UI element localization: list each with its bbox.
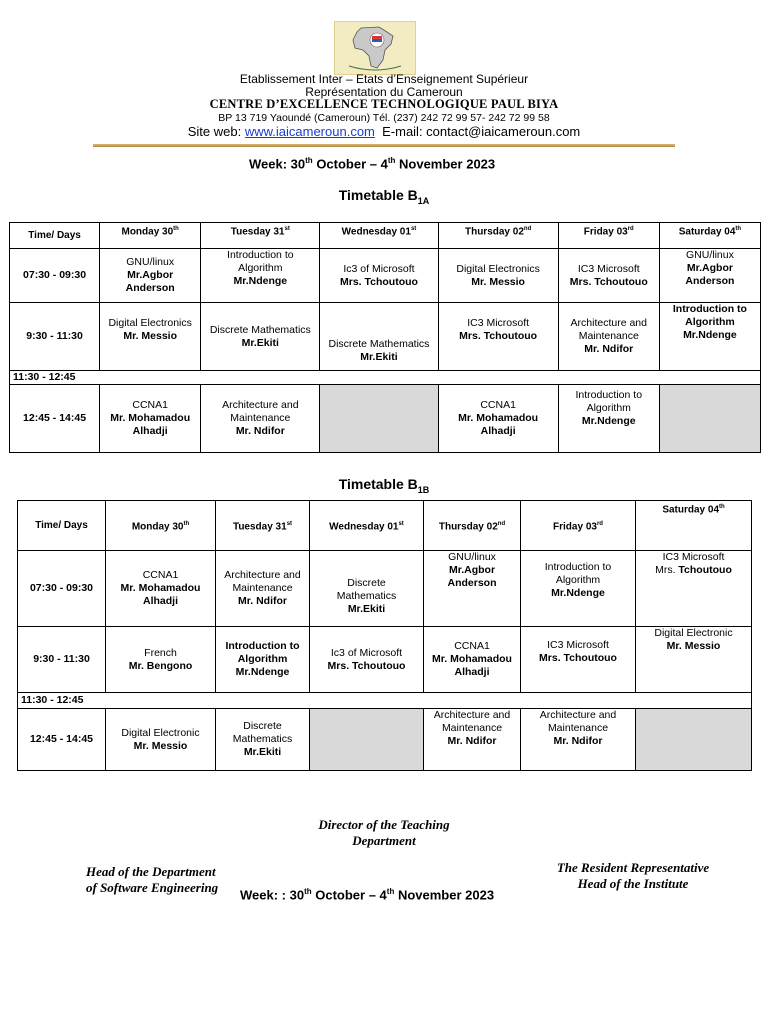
institute-logo	[334, 21, 416, 75]
class-cell: CCNA1 Mr. Mohamadou Alhadji	[106, 551, 216, 627]
header-thursday: Thursday 02nd	[438, 223, 558, 249]
header-time-days: Time/ Days	[18, 501, 106, 551]
table-header-row	[18, 501, 752, 551]
break-empty	[106, 693, 216, 709]
class-cell: Discrete Mathematics Mr.Ekiti	[216, 709, 310, 771]
table-row	[18, 709, 752, 771]
week-sup: th	[386, 887, 395, 896]
site-link[interactable]: www.iaicameroun.com	[244, 124, 375, 139]
class-cell: Digital Electronics Mr. Messio	[438, 249, 558, 303]
header-saturday: Saturday 04th	[636, 501, 752, 551]
header-monday: Monday 30th	[100, 223, 201, 249]
class-cell: Digital Electronics Mr. Messio	[100, 303, 201, 371]
institution-name: Etablissement Inter – Etats d’Enseignement Supérieur	[239, 72, 529, 86]
time-slot: 9:30 - 11:30	[10, 303, 100, 371]
header-monday: Monday 30th	[106, 501, 216, 551]
class-cell: IC3 Microsoft Mrs. Tchoutouo	[521, 627, 636, 693]
week-sup: th	[304, 887, 312, 896]
table-row	[18, 551, 752, 627]
empty-cell	[320, 385, 438, 453]
table-header-row	[10, 223, 761, 249]
week-suffix: November 2023	[394, 887, 495, 903]
week-line-bottom	[240, 887, 494, 902]
class-cell: GNU/linux Mr.Agbor Anderson	[659, 249, 760, 303]
class-cell: IC3 Microsoft Mrs. Tchoutouo	[438, 303, 558, 371]
time-slot: 12:45 - 14:45	[10, 385, 100, 453]
centre-name: CENTRE D’EXCELLENCE TECHNOLOGIQUE PAUL BIYA	[209, 97, 559, 111]
class-cell: Digital Electronic Mr. Messio	[106, 709, 216, 771]
empty-cell	[659, 385, 760, 453]
week-middle: October – 4	[311, 887, 387, 903]
class-cell: Architecture and Maintenance Mr. Ndifor	[201, 385, 320, 453]
table-row	[18, 627, 752, 693]
week-prefix: Week: : 30	[240, 887, 305, 903]
institution-representation: Représentation du Cameroun	[305, 85, 463, 99]
week-line	[249, 156, 495, 171]
week-middle: October – 4	[312, 156, 388, 172]
timetable-b	[17, 500, 752, 771]
resident-line-2: Head of the Institute	[577, 876, 689, 891]
class-cell: Ic3 of Microsoft Mrs. Tchoutouo	[320, 249, 438, 303]
week-sup: th	[305, 156, 313, 165]
class-cell: Introduction to Algorithm Mr.Ndenge	[659, 303, 760, 371]
class-cell: Ic3 of Microsoft Mrs. Tchoutouo	[310, 627, 424, 693]
break-time: 11:30 - 12:45	[10, 371, 100, 385]
class-cell: Discrete Mathematics Mr.Ekiti	[201, 303, 320, 371]
timetable-title-sub: 1B	[417, 484, 430, 495]
class-cell: IC3 Microsoft Mrs. Tchoutouo	[558, 249, 659, 303]
time-slot: 12:45 - 14:45	[18, 709, 106, 771]
time-slot: 07:30 - 09:30	[10, 249, 100, 303]
week-suffix: November 2023	[395, 156, 496, 172]
class-cell: Discrete Mathematics Mr.Ekiti	[320, 303, 438, 371]
class-cell: Architecture and Maintenance Mr. Ndifor	[216, 551, 310, 627]
director-line-1: Director of the Teaching	[318, 817, 450, 832]
header-friday: Friday 03rd	[558, 223, 659, 249]
timetable-title-text: Timetable B	[338, 476, 418, 492]
contact-line	[0, 124, 768, 139]
week-sup: th	[387, 156, 396, 165]
class-cell: Discrete Mathematics Mr.Ekiti	[310, 551, 424, 627]
resident-representative-signature	[548, 860, 718, 892]
site-label: Site web:	[187, 124, 245, 139]
timetable-a	[9, 222, 761, 453]
head-department-signature	[86, 864, 218, 896]
time-slot: 07:30 - 09:30	[18, 551, 106, 627]
class-cell: Introduction to Algorithm Mr.Ndenge	[201, 249, 320, 303]
timetable-b-title	[0, 476, 768, 495]
header-divider	[93, 144, 675, 147]
class-cell: CCNA1 Mr. Mohamadou Alhadji	[100, 385, 201, 453]
institution-address: BP 13 719 Yaoundé (Cameroun) Tél. (237) 242 72 99 57- 242 72 99 58	[218, 112, 550, 124]
break-empty	[100, 371, 761, 385]
director-signature	[0, 817, 768, 849]
resident-line-1: The Resident Representative	[556, 860, 710, 875]
week-prefix: Week: 30	[249, 156, 306, 172]
email-text: E-mail: contact@iaicameroun.com	[382, 124, 581, 139]
timetable-a-title	[0, 187, 768, 206]
head-dept-line-1: Head of the Department	[86, 864, 216, 879]
timetable-title-sub: 1A	[417, 195, 430, 206]
break-row	[18, 693, 752, 709]
class-cell: IC3 Microsoft Mrs. Tchoutouo	[636, 551, 752, 627]
class-cell: Architecture and Maintenance Mr. Ndifor	[558, 303, 659, 371]
class-cell: Introduction to Algorithm Mr.Ndenge	[558, 385, 659, 453]
break-empty	[216, 693, 752, 709]
head-dept-line-2: of Software Engineering	[86, 880, 219, 895]
header-tuesday: Tuesday 31st	[216, 501, 310, 551]
director-line-2: Department	[352, 833, 416, 848]
timetable-title-text: Timetable B	[338, 187, 418, 203]
header-time-days: Time/ Days	[10, 223, 100, 249]
table-row	[10, 303, 761, 371]
break-row	[10, 371, 761, 385]
break-time: 11:30 - 12:45	[18, 693, 106, 709]
header-thursday: Thursday 02nd	[424, 501, 521, 551]
class-cell: Architecture and Maintenance Mr. Ndifor	[521, 709, 636, 771]
header-wednesday: Wednesday 01st	[320, 223, 438, 249]
empty-cell	[636, 709, 752, 771]
table-row	[10, 385, 761, 453]
class-cell: Introduction to Algorithm Mr.Ndenge	[521, 551, 636, 627]
header-wednesday: Wednesday 01st	[310, 501, 424, 551]
class-cell: CCNA1 Mr. Mohamadou Alhadji	[424, 627, 521, 693]
class-cell: Digital Electronic Mr. Messio	[636, 627, 752, 693]
class-cell: French Mr. Bengono	[106, 627, 216, 693]
empty-cell	[310, 709, 424, 771]
class-cell: CCNA1 Mr. Mohamadou Alhadji	[438, 385, 558, 453]
class-cell: Architecture and Maintenance Mr. Ndifor	[424, 709, 521, 771]
table-row	[10, 249, 761, 303]
header-saturday: Saturday 04th	[659, 223, 760, 249]
header-tuesday: Tuesday 31st	[201, 223, 320, 249]
class-cell: Introduction to Algorithm Mr.Ndenge	[216, 627, 310, 693]
class-cell: GNU/linux Mr.Agbor Anderson	[100, 249, 201, 303]
header-friday: Friday 03rd	[521, 501, 636, 551]
time-slot: 9:30 - 11:30	[18, 627, 106, 693]
class-cell: GNU/linux Mr.Agbor Anderson	[424, 551, 521, 627]
